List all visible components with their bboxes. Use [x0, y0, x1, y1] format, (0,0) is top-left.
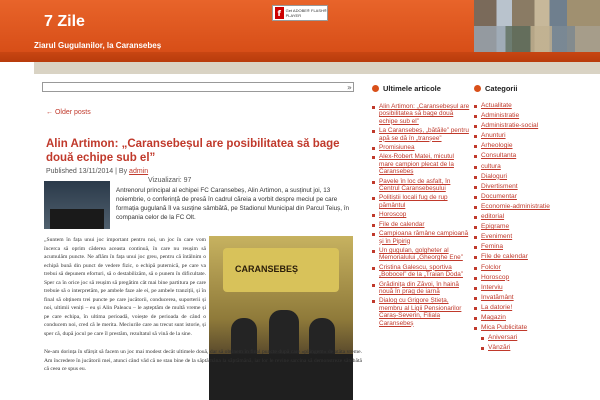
list-item — [474, 294, 596, 302]
list-item — [474, 223, 596, 231]
flash-banner-text: Get ADOBE® FLASH® PLAYER — [285, 8, 327, 18]
post-meta — [46, 168, 148, 175]
photo-banner-text: CARANSEBEȘ — [235, 264, 299, 274]
search-input[interactable] — [42, 82, 354, 92]
category-link[interactable]: Arheologie — [481, 142, 513, 150]
category-link[interactable]: Administratie-social — [481, 122, 539, 130]
recent-article-link[interactable]: File de calendar — [379, 220, 425, 228]
list-item — [474, 344, 596, 352]
list-item — [474, 334, 596, 342]
category-link[interactable]: Documentar — [481, 192, 517, 200]
recent-article-link[interactable]: La Caransebeș, „bătăile” pentru apă se dă în „tranșee” — [379, 127, 469, 142]
list-item — [474, 112, 596, 120]
flash-icon: f — [275, 7, 284, 19]
category-link[interactable]: Aniversari — [488, 334, 518, 342]
category-link[interactable]: File de calendar — [481, 253, 528, 261]
post-body-column: „Suntem în fața unui joc important pentru noi, un joc în care vom încerca să oprim căderea aceasta continuă, în care nu reușim să acumulăm puncte. Ne aflăm în fața unui joc greu, pentru că întâlnim o echipă bună din punct de vedere fizic, o echipă puternică, pe care va trebui să depunem eforturi, să o destabilizăm, să o punem în dificultate. Sper ca în orice joc să reușim să pregătim cât mai bine partitura pe care trebuie să o interpretăm, pe ambele faze ale ei, pe ambele tranziții, și în final să obținem trei puncte pe care jucătorii, conducerea, suporterii și noi, ultimii veniți – eu și Alin Paleacu – le așteptăm de multă vreme și pe care echipa, în ultima perioadă, voiește de perioada de când o conducem noi, cred că le merita. Meciurile care au trecut sunt istorie, și sper că, după jocul pe care îl prestăm, rezultatul să vină de la sine. — [44, 237, 206, 337]
recent-article-link[interactable]: Politiștii locali fug de rup pământul — [379, 194, 448, 209]
category-link[interactable]: cultura — [481, 162, 501, 170]
recent-article-link[interactable]: Grădinița din Zăvoi, în haină nouă în prag de iarnă — [379, 280, 459, 295]
category-link[interactable]: Invatământ — [481, 293, 514, 301]
category-link[interactable]: Femina — [481, 243, 503, 251]
category-link[interactable]: Horoscop — [481, 273, 510, 281]
flash-player-banner[interactable] — [272, 5, 328, 21]
list-item — [474, 152, 596, 160]
list-item — [474, 314, 596, 322]
category-link[interactable]: Interviu — [481, 283, 503, 291]
site-header — [0, 0, 600, 62]
list-item — [372, 144, 470, 151]
list-item — [372, 264, 470, 279]
recent-article-link[interactable]: Alex-Robert Matei, micutul mare campion plecat de la Caransebeș — [379, 153, 454, 176]
list-item — [372, 178, 470, 193]
category-link[interactable]: La datorie! — [481, 303, 513, 311]
category-link[interactable]: Vânzări — [488, 344, 511, 352]
recent-article-link[interactable]: Dialog cu Grigore Știeța, membru al Ligii Pensionarilor Caraș-Severin, Filiala Caransebeș — [379, 297, 462, 327]
list-item — [474, 203, 596, 211]
list-item — [372, 230, 470, 245]
list-item — [474, 253, 596, 261]
list-item — [474, 264, 596, 272]
list-item — [372, 221, 470, 228]
recent-articles-title: Ultimele articole — [372, 84, 441, 93]
category-link[interactable]: Consultanta — [481, 152, 517, 160]
recent-article-link[interactable]: Cristina Galescu, sportiva „Bobocel” de la „Traian Doda” — [379, 263, 463, 279]
list-item — [372, 127, 470, 142]
list-item — [372, 103, 470, 125]
recent-article-link[interactable]: Horoscop — [379, 211, 407, 219]
list-item — [474, 183, 596, 191]
category-link[interactable]: Mica Publicitate — [481, 324, 528, 332]
category-link[interactable]: Dialoguri — [481, 172, 508, 180]
author-link[interactable]: admin — [129, 168, 149, 175]
header-photo-collage — [474, 0, 600, 52]
category-link[interactable]: Folclor — [481, 263, 501, 271]
category-link[interactable]: Economie-administratie — [481, 202, 550, 210]
list-item — [372, 247, 470, 262]
post-title[interactable]: Alin Artimon: „Caransebeșul are posibilitatea să bage două echipe sub el” — [46, 138, 340, 164]
list-item — [474, 142, 596, 150]
list-item — [474, 173, 596, 181]
post-body-full: Ne-am dorința în sfârșit să facem un joc mai modest decât ultimele două, dar să obținem în final puncte după care «plângem» de atâta vreme. Am încredere în jucătorii mei, atunci când văd că ne stau bine de la săptămâna la săptămână, iar lor le revine sarcina să demonstreze sâmbătă că ceea ce spus eu. — [44, 349, 362, 372]
older-posts-link[interactable]: ← Older posts — [46, 109, 91, 116]
list-item — [372, 153, 470, 175]
recent-article-link[interactable]: Promisiunea — [379, 144, 415, 152]
list-item — [474, 132, 596, 140]
list-item — [474, 284, 596, 292]
list-item — [474, 324, 596, 332]
list-item — [372, 281, 470, 296]
list-item — [474, 122, 596, 130]
widget-bullet-icon — [372, 85, 379, 92]
category-link[interactable]: Administratie — [481, 112, 520, 120]
list-item — [372, 211, 470, 218]
category-link[interactable]: editorial — [481, 213, 505, 221]
category-link[interactable]: Actualitate — [481, 102, 512, 109]
list-item — [474, 213, 596, 221]
list-item — [474, 193, 596, 201]
list-item — [372, 297, 470, 327]
list-item — [474, 304, 596, 312]
published-date: Published 13/11/2014 | By — [46, 168, 128, 175]
site-title[interactable]: 7 Zile — [44, 13, 85, 30]
site-description: Ziarul Gugulanilor, la Caransebeș — [34, 41, 162, 50]
recent-article-link[interactable]: Campioana rămâne campioană și în Pipirig — [379, 230, 469, 245]
widget-bullet-icon — [474, 85, 481, 92]
list-item — [372, 194, 470, 209]
navigation-bar — [34, 62, 600, 74]
recent-article-link[interactable]: Pavele în loc de asfalt, în Centrul Caransebeșului — [379, 177, 451, 193]
post-thumbnail[interactable] — [44, 181, 110, 229]
category-link[interactable]: Eveniment — [481, 233, 513, 241]
categories-list — [474, 102, 596, 354]
recent-articles-list — [372, 103, 470, 329]
list-item — [474, 233, 596, 241]
list-item — [474, 102, 596, 110]
press-conference-photo[interactable] — [209, 236, 353, 400]
category-link[interactable]: Magazin — [481, 313, 506, 321]
search-icon[interactable]: » — [347, 83, 352, 92]
list-item — [474, 163, 596, 171]
category-link[interactable]: Epigrame — [481, 223, 510, 231]
main-content — [34, 74, 362, 400]
category-link[interactable]: Divertisment — [481, 182, 518, 190]
list-item — [474, 243, 596, 251]
recent-article-link[interactable]: Un gugulan, golgheter al Memorialului „Gheorghe Ene” — [379, 246, 463, 262]
recent-article-link[interactable]: Alin Artimon: „Caransebeșul are posibilitatea să bage două echipe sub el” — [379, 103, 470, 125]
view-count: Vizualizari: 97 — [148, 177, 192, 184]
category-link[interactable]: Anunturi — [481, 132, 506, 140]
list-item — [474, 274, 596, 282]
post-intro: Antrenorul principal al echipei FC Caransebeș, Alin Artimon, a susținut joi, 13 noiembrie, o conferință de presă în cadrul căreia a vorbit despre meciul pe care formația gugulană îl va susține sâmbătă, pe Stadionul Municipal din Parcul Teiuș, în compania celor de la FC Olt. — [116, 187, 350, 221]
categories-title: Categorii — [474, 84, 518, 93]
